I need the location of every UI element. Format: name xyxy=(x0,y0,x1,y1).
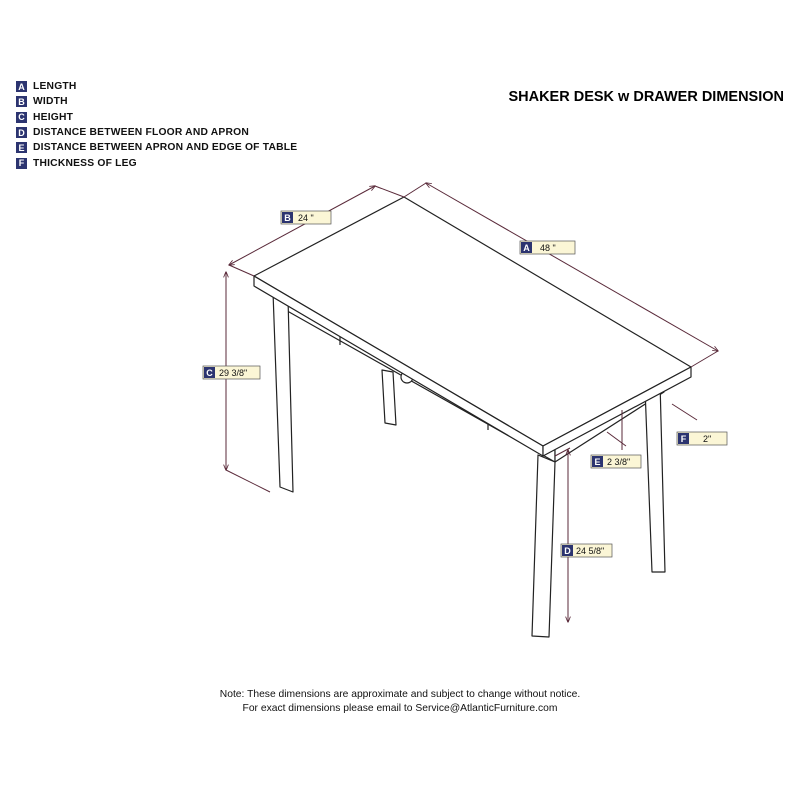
callout-e xyxy=(591,455,641,468)
desk-leg xyxy=(273,292,293,492)
extension-line xyxy=(226,470,270,492)
legend-key: C xyxy=(16,112,27,123)
callout-value: 24 " xyxy=(298,213,314,223)
note-line: For exact dimensions please email to Service@AtlanticFurniture.com xyxy=(242,703,558,714)
legend-key: D xyxy=(16,127,27,138)
legend-label: DISTANCE BETWEEN APRON AND EDGE OF TABLE xyxy=(33,142,298,154)
callout-value: 29 3/8" xyxy=(219,368,248,378)
desk-leg xyxy=(382,370,396,425)
legend-label: THICKNESS OF LEG xyxy=(33,157,137,169)
callout-value: 24 5/8" xyxy=(576,546,605,556)
extension-line xyxy=(375,186,404,197)
extension-line xyxy=(404,183,426,197)
legend-key: E xyxy=(16,142,27,153)
callout-key: B xyxy=(284,213,291,223)
extension-line xyxy=(229,265,254,276)
callout-key: A xyxy=(523,243,530,253)
legend-label: DISTANCE BETWEEN FLOOR AND APRON xyxy=(33,127,249,139)
dimension-line-e xyxy=(607,432,626,446)
legend-key: A xyxy=(16,81,27,92)
desk-leg xyxy=(532,455,555,637)
desk-leg xyxy=(645,382,665,572)
legend-key: F xyxy=(16,158,27,169)
desk xyxy=(254,197,691,637)
callout-key: D xyxy=(564,546,571,556)
legend-key: B xyxy=(16,96,27,107)
legend-label: HEIGHT xyxy=(33,111,74,123)
callout-value: 2 3/8" xyxy=(607,457,631,467)
legend-label: WIDTH xyxy=(33,96,68,108)
diagram-title: SHAKER DESK w DRAWER DIMENSION xyxy=(508,89,784,105)
extension-line xyxy=(691,351,718,367)
callout-key: C xyxy=(206,368,213,378)
callout-value: 48 " xyxy=(540,243,556,253)
callout-key: E xyxy=(594,457,601,467)
dimension-line-f xyxy=(672,404,697,420)
callout-a xyxy=(520,241,575,254)
legend-label: LENGTH xyxy=(33,81,77,93)
callout-f xyxy=(677,432,727,445)
callout-key: F xyxy=(680,434,687,444)
callout-c xyxy=(203,366,260,379)
note-line: Note: These dimensions are approximate and subject to change without notice. xyxy=(219,689,581,700)
callout-b xyxy=(281,211,331,224)
callout-d xyxy=(561,544,612,557)
callout-value: 2" xyxy=(703,434,712,444)
